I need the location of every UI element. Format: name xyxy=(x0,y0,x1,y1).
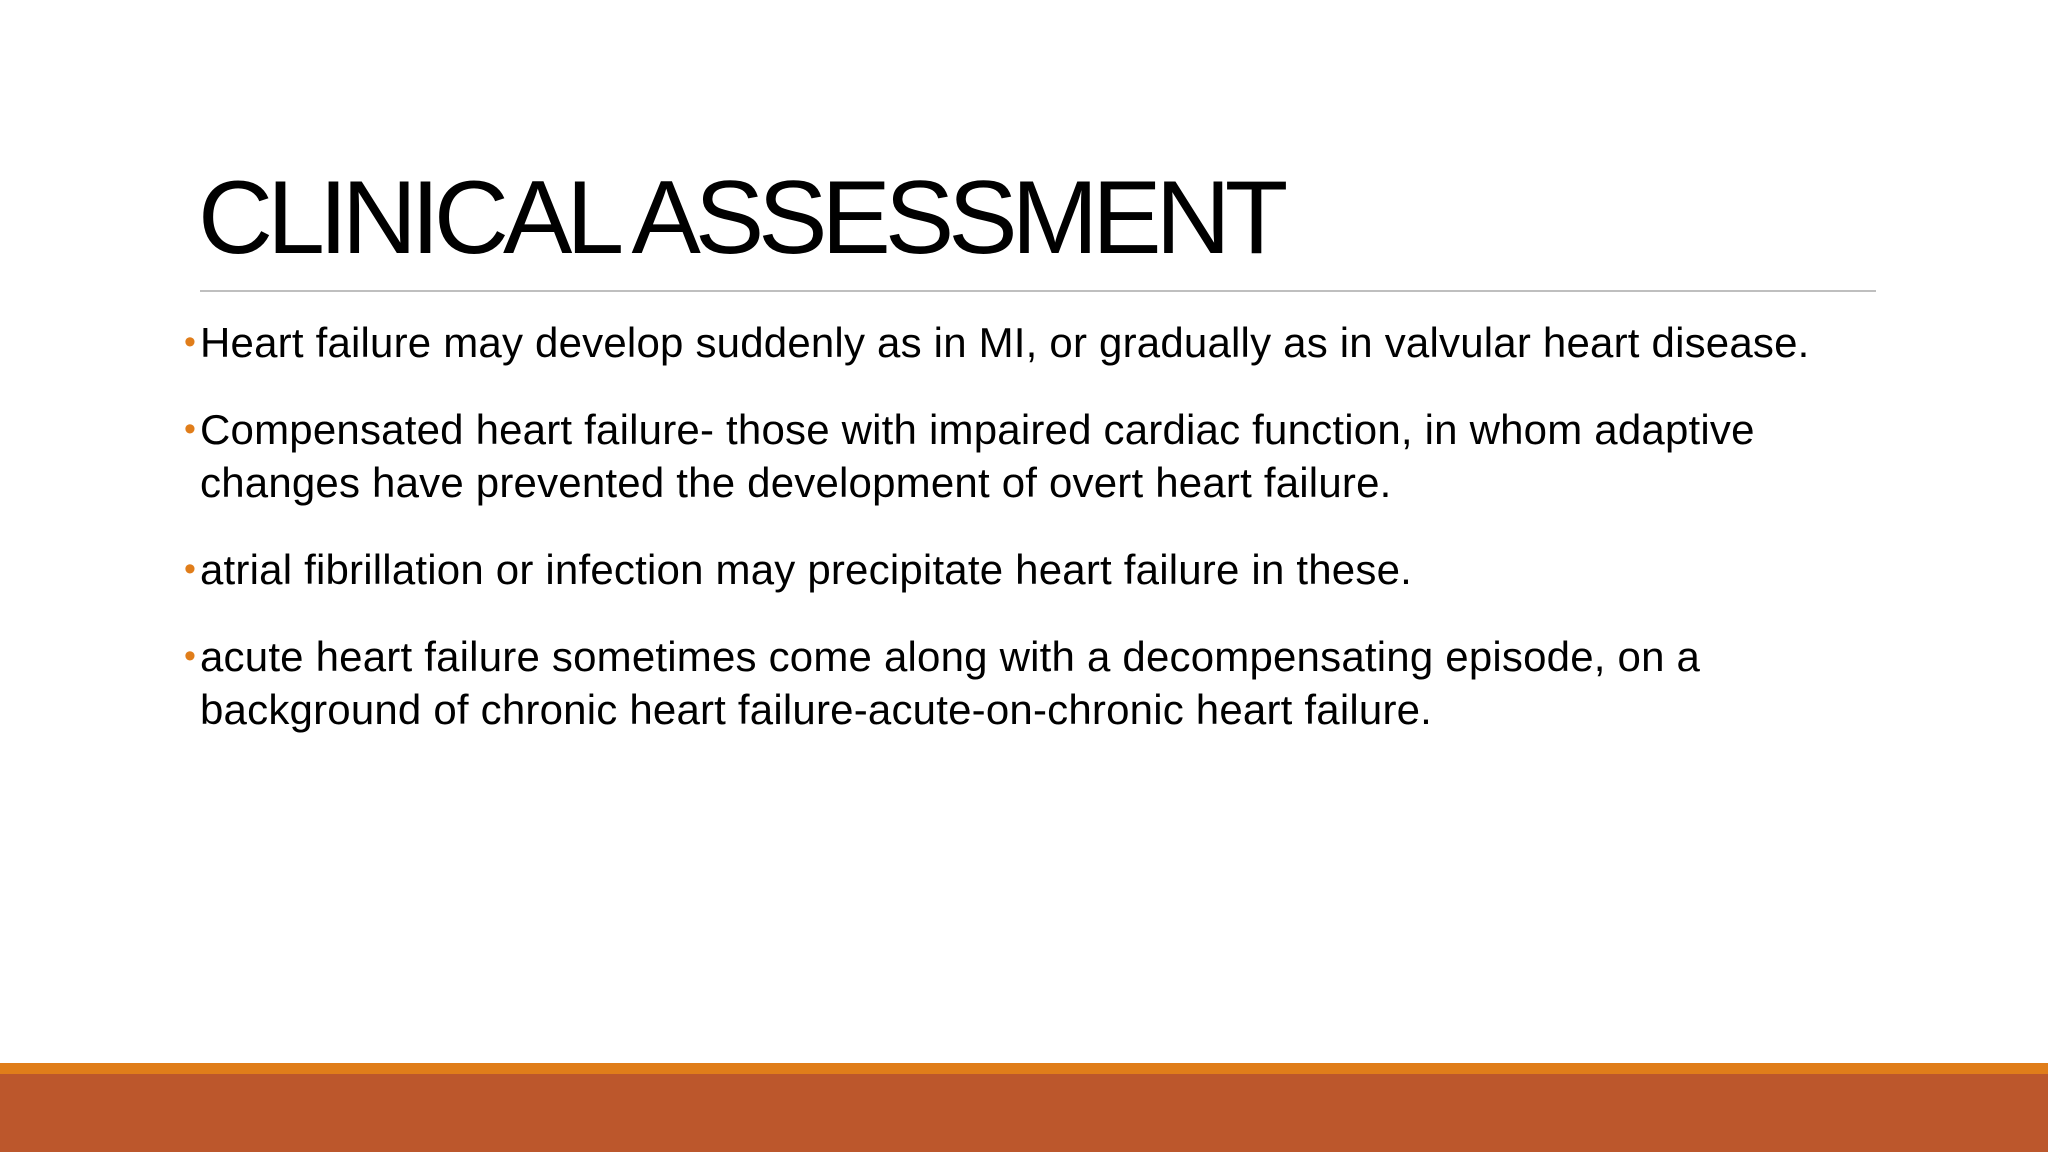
bullet-text: acute heart failure sometimes come along with a decompensating episode, on a background of chronic heart failure-acute-on-chronic heart failure. xyxy=(200,633,1701,733)
bullet-item xyxy=(184,403,1884,509)
bullet-dot-icon: • xyxy=(184,550,197,588)
bullet-item xyxy=(184,316,1884,369)
bullet-dot-icon: • xyxy=(184,637,197,675)
title-divider xyxy=(200,290,1876,292)
footer-band xyxy=(0,1074,2048,1152)
bullet-text: Heart failure may develop suddenly as in MI, or gradually as in valvular heart disease. xyxy=(200,319,1810,366)
bullet-dot-icon: • xyxy=(184,323,197,361)
bullet-text: atrial fibrillation or infection may precipitate heart failure in these. xyxy=(200,546,1412,593)
slide-title: CLINICAL ASSESSMENT xyxy=(198,160,1283,276)
bullet-item xyxy=(184,630,1884,736)
bullet-dot-icon: • xyxy=(184,410,197,448)
bullet-item xyxy=(184,543,1884,596)
bullet-list xyxy=(184,316,1884,770)
bullet-text: Compensated heart failure- those with impaired cardiac function, in whom adaptive changes have prevented the development of overt heart failure. xyxy=(200,406,1755,506)
footer-accent-stripe xyxy=(0,1063,2048,1074)
